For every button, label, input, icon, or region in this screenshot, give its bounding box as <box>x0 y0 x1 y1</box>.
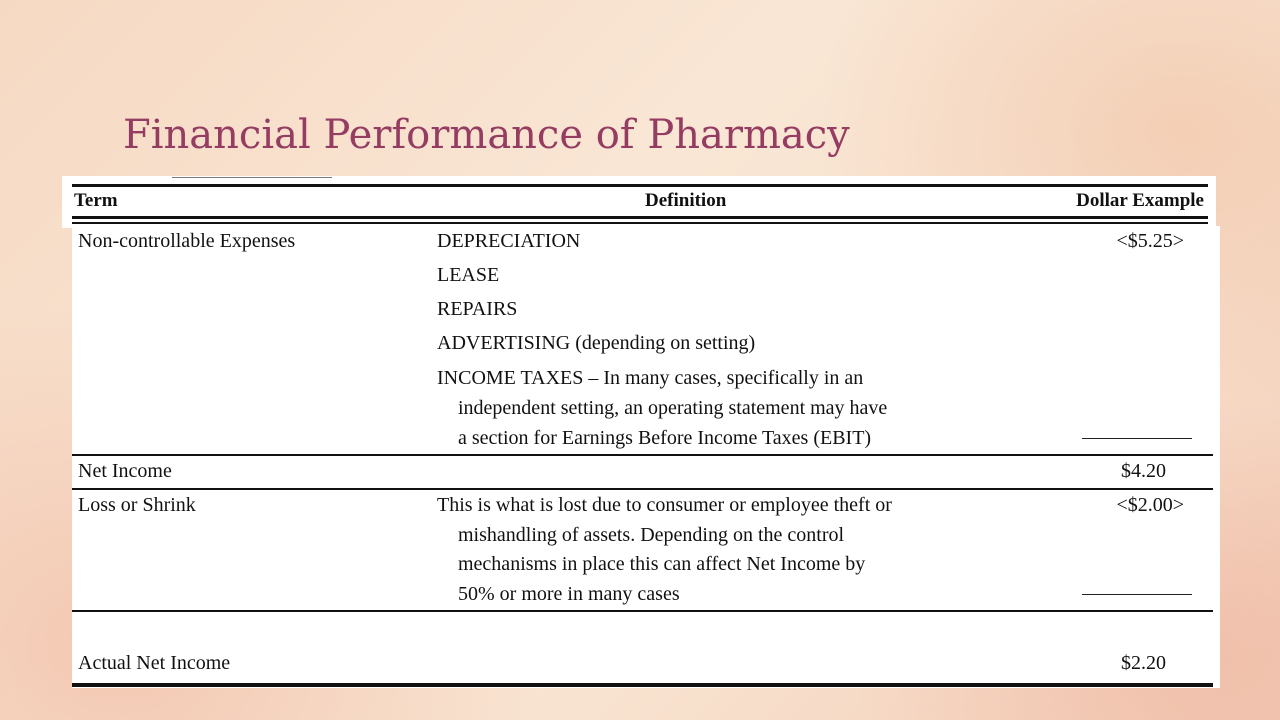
header-rule-bottom-double <box>72 222 1208 224</box>
header-dollar-example: Dollar Example <box>1076 190 1204 211</box>
subtotal-underline <box>1082 438 1192 439</box>
dollar-value: $4.20 <box>1121 460 1166 482</box>
slide-title: Financial Performance of Pharmacy <box>123 112 850 158</box>
definition-line: INCOME TAXES – In many cases, specifically in an <box>437 367 864 389</box>
row-divider <box>72 454 1213 456</box>
definitions-table <box>72 226 1220 688</box>
subtotal-underline <box>1082 594 1192 595</box>
row-term: Actual Net Income <box>78 652 231 674</box>
row-term: Net Income <box>78 460 172 482</box>
definition-line: ADVERTISING (depending on setting) <box>437 332 756 354</box>
row-divider <box>72 610 1213 612</box>
row-term: Non-controllable Expenses <box>78 230 296 252</box>
definition-line: independent setting, an operating statement may have <box>458 397 888 419</box>
header-rule-top <box>72 184 1208 187</box>
dollar-value: <$5.25> <box>1116 230 1184 252</box>
row-term: Loss or Shrink <box>78 494 196 516</box>
definition-line: This is what is lost due to consumer or employee theft or <box>437 494 892 516</box>
header-rule-bottom <box>72 216 1208 219</box>
dollar-value: $2.20 <box>1121 652 1166 674</box>
dollar-value: <$2.00> <box>1116 494 1184 516</box>
definition-line: DEPRECIATION <box>437 230 581 252</box>
header-definition: Definition <box>645 190 727 211</box>
cropped-text-fragment <box>172 176 332 181</box>
definition-line: 50% or more in many cases <box>458 583 680 605</box>
definition-line: LEASE <box>437 264 500 286</box>
table-header <box>62 176 1216 228</box>
definition-line: a section for Earnings Before Income Taxes (EBIT) <box>458 427 872 449</box>
header-term: Term <box>74 190 118 211</box>
row-divider <box>72 488 1213 490</box>
definition-line: REPAIRS <box>437 298 518 320</box>
table-bottom-rule <box>72 683 1213 687</box>
definition-line: mishandling of assets. Depending on the control <box>458 524 845 546</box>
definition-line: mechanisms in place this can affect Net Income by <box>458 553 866 575</box>
